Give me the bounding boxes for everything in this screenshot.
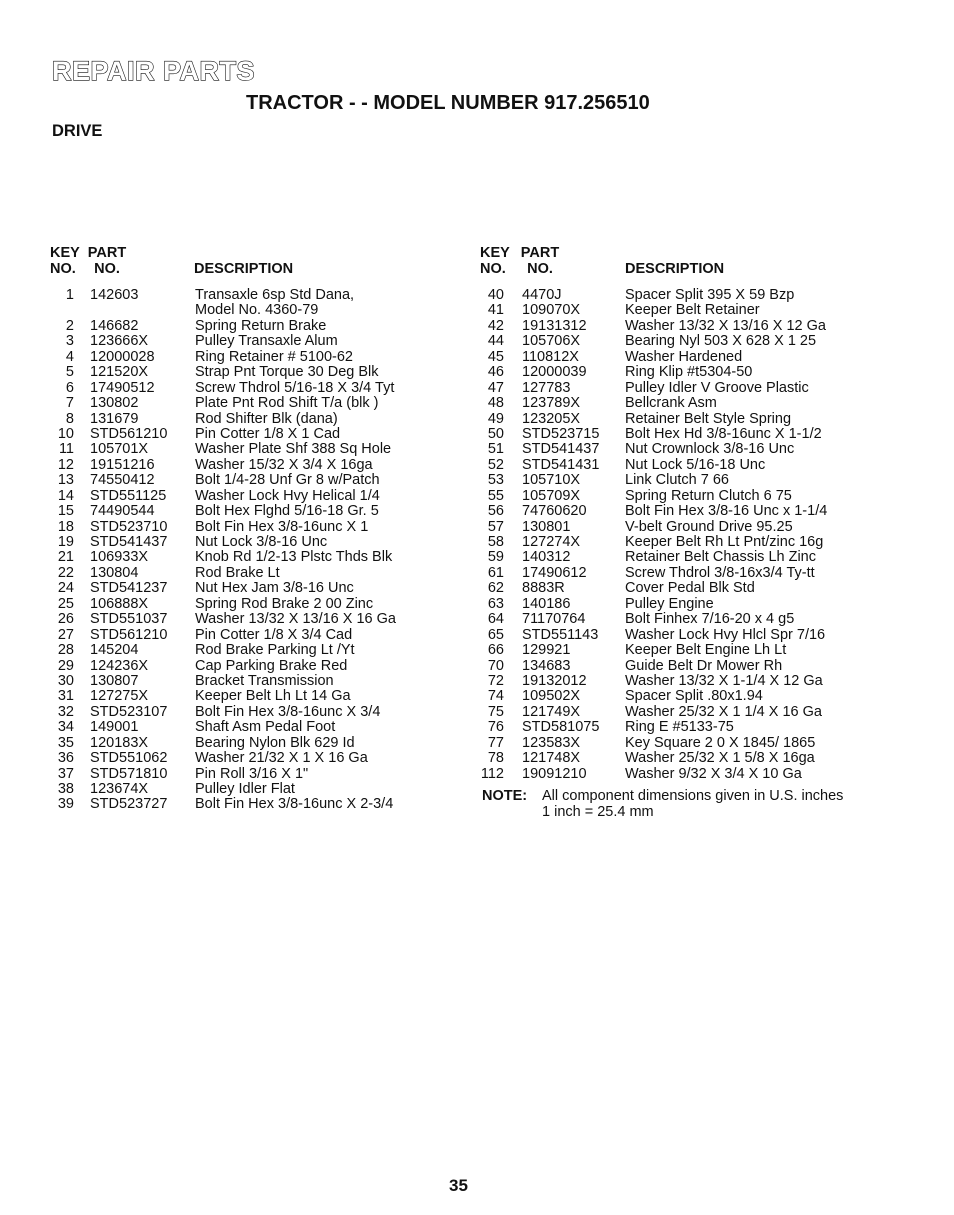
part-number: 12000028	[90, 348, 155, 365]
part-description: Washer Hardened	[625, 348, 743, 365]
key-number: 42	[487, 317, 504, 334]
part-number: STD571810	[90, 765, 168, 782]
part-number: 127274X	[522, 534, 581, 550]
part-number: 123666X	[90, 333, 149, 350]
key-number: 45	[487, 348, 504, 365]
part-number: 121749X	[522, 703, 581, 720]
part-number: STD541437	[90, 534, 168, 550]
key-header-line2: NO.	[480, 261, 506, 277]
part-number: 123789X	[522, 395, 581, 412]
key-number: 30	[57, 672, 74, 689]
part-description: Retainer Belt Style Spring	[625, 410, 792, 427]
parts-row	[480, 705, 900, 720]
key-number: 34	[57, 719, 74, 736]
key-number: 36	[57, 750, 74, 767]
key-number: 55	[487, 487, 504, 504]
key-number: 76	[487, 719, 504, 736]
part-description: Knob Rd 1/2-13 Plstc Thds Blk	[195, 549, 393, 566]
key-number: 2	[65, 317, 74, 334]
key-number: 6	[65, 379, 74, 396]
part-description: Pulley Transaxle Alum	[195, 333, 338, 350]
part-description: Rod Shifter Blk (dana)	[195, 410, 338, 427]
part-description: Pulley Engine	[625, 595, 714, 612]
part-description: Pin Cotter 1/8 X 3/4 Cad	[195, 626, 353, 643]
key-number: 52	[487, 456, 504, 473]
key-number: 32	[57, 703, 74, 720]
parts-row	[480, 365, 900, 380]
part-description: Bolt Fin Hex 3/8-16unc X 3/4	[195, 703, 381, 720]
parts-row	[50, 427, 470, 442]
key-number: 1	[65, 287, 74, 303]
parts-column-right	[480, 245, 900, 820]
part-description: Washer Plate Shf 388 Sq Hole	[195, 441, 392, 458]
parts-row	[50, 504, 470, 519]
part-number: 106933X	[90, 549, 149, 566]
part-number: 74490544	[90, 503, 155, 520]
part-number: 131679	[90, 410, 139, 427]
part-number: 17490512	[90, 379, 155, 396]
part-number: 145204	[90, 642, 139, 659]
part-number: 134683	[522, 657, 571, 674]
part-number: STD551062	[90, 750, 168, 767]
key-number: 72	[487, 672, 504, 689]
column-header	[50, 245, 470, 279]
part-header-line2: NO.	[527, 261, 553, 277]
key-number: 66	[487, 642, 504, 659]
parts-row	[480, 412, 900, 427]
part-number: 130807	[90, 672, 139, 689]
part-number: 123674X	[90, 781, 149, 797]
page-number: 35	[449, 1176, 468, 1195]
part-description: Key Square 2 0 X 1845/ 1865	[625, 734, 816, 751]
part-description: Washer Lock Hvy Hlcl Spr 7/16	[625, 626, 826, 643]
part-description: Screw Thdrol 3/8-16x3/4 Ty-tt	[625, 564, 815, 581]
parts-row	[50, 797, 470, 812]
key-number: 12	[57, 456, 74, 473]
part-description: Washer 21/32 X 1 X 16 Ga	[195, 750, 368, 767]
parts-row	[50, 612, 470, 627]
part-description: Ring E #5133-75	[625, 719, 734, 736]
part-description: V-belt Ground Drive 95.25	[625, 518, 793, 535]
parts-row	[50, 581, 470, 596]
part-description: Nut Hex Jam 3/8-16 Unc	[195, 580, 354, 597]
part-description: Bolt Fin Hex 3/8-16unc X 1	[195, 518, 369, 535]
part-description: Bracket Transmission	[195, 672, 334, 689]
part-description: Rod Brake Lt	[195, 564, 280, 581]
part-number: 106888X	[90, 595, 149, 612]
parts-row	[480, 736, 900, 751]
column-header	[480, 245, 900, 279]
parts-row	[50, 643, 470, 658]
part-header	[505, 245, 575, 277]
parts-row	[480, 520, 900, 535]
part-number: 146682	[90, 317, 139, 334]
key-header-line1: KEY	[50, 245, 80, 261]
part-number: 19091210	[522, 765, 587, 782]
part-number: 123583X	[522, 734, 581, 751]
key-number: 24	[57, 580, 74, 597]
key-header-line1: KEY	[480, 245, 510, 261]
part-number: 110812X	[522, 348, 579, 365]
part-description: Rod Brake Parking Lt /Yt	[195, 642, 355, 659]
part-description: Washer 15/32 X 3/4 X 16ga	[195, 456, 373, 473]
parts-row	[50, 319, 470, 334]
part-number: STD523727	[90, 796, 168, 813]
part-description: Pin Cotter 1/8 X 1 Cad	[195, 425, 341, 442]
parts-row	[480, 381, 900, 396]
part-description: Bolt Hex Flghd 5/16-18 Gr. 5	[195, 503, 379, 520]
part-description: Ring Klip #t5304-50	[625, 364, 753, 381]
part-number: 123205X	[522, 410, 581, 427]
part-number: 130804	[90, 564, 139, 581]
part-number: 127783	[522, 379, 571, 396]
part-number: STD541431	[522, 456, 600, 473]
part-header-line1: PART	[87, 245, 127, 261]
part-description: Link Clutch 7 66	[625, 472, 729, 489]
part-number: 105709X	[522, 487, 581, 504]
part-number: STD561210	[90, 626, 168, 643]
part-description: Screw Thdrol 5/16-18 X 3/4 Tyt	[195, 379, 395, 396]
key-number: 37	[57, 765, 74, 782]
key-number: 61	[487, 564, 504, 581]
key-number: 57	[487, 518, 504, 535]
parts-row	[480, 767, 900, 782]
part-description: Keeper Belt Rh Lt Pnt/zinc 16g	[625, 534, 824, 550]
parts-row	[480, 473, 900, 488]
parts-row	[480, 612, 900, 627]
key-number: 26	[57, 611, 74, 628]
page-title: REPAIR PARTS	[52, 56, 256, 86]
key-number: 10	[57, 425, 74, 442]
part-number: 105710X	[522, 472, 581, 489]
key-number: 112	[480, 765, 504, 782]
part-number: 109070X	[522, 302, 581, 319]
parts-row	[480, 303, 900, 318]
parts-row	[50, 628, 470, 643]
part-number: 121748X	[522, 750, 581, 767]
part-description: Strap Pnt Torque 30 Deg Blk	[195, 364, 379, 381]
part-header	[72, 245, 142, 277]
part-number: 129921	[522, 642, 571, 659]
part-number: 130802	[90, 395, 139, 412]
parts-row	[480, 350, 900, 365]
parts-row	[50, 334, 470, 349]
note-conversion: 1 inch = 25.4 mm	[542, 803, 654, 820]
key-number: 27	[57, 626, 74, 643]
key-number: 11	[58, 441, 74, 458]
key-number: 4	[65, 348, 74, 365]
part-description: Cover Pedal Blk Std	[625, 580, 755, 597]
parts-row	[50, 689, 470, 704]
key-number: 31	[57, 688, 74, 705]
part-description: Transaxle 6sp Std Dana,	[195, 287, 355, 303]
key-number: 51	[487, 441, 504, 458]
part-number: 17490612	[522, 564, 587, 581]
parts-row	[50, 659, 470, 674]
part-description: Spring Return Clutch 6 75	[625, 487, 792, 504]
part-number: 149001	[90, 719, 139, 736]
part-description: Pulley Idler Flat	[195, 781, 295, 797]
part-description: Washer 25/32 X 1 5/8 X 16ga	[625, 750, 815, 767]
part-number: STD541437	[522, 441, 600, 458]
parts-row	[480, 334, 900, 349]
part-description: Bolt Hex Hd 3/8-16unc X 1-1/2	[625, 425, 822, 442]
part-description: Washer Lock Hvy Helical 1/4	[195, 487, 380, 504]
key-number: 18	[57, 518, 74, 535]
part-description: Bolt 1/4-28 Unf Gr 8 w/Patch	[195, 472, 380, 489]
key-number: 5	[65, 364, 74, 381]
key-number: 29	[57, 657, 74, 674]
parts-row	[480, 597, 900, 612]
parts-row	[480, 504, 900, 519]
key-number: 46	[487, 364, 504, 381]
parts-row	[50, 350, 470, 365]
key-number: 64	[487, 611, 504, 628]
parts-row	[50, 489, 470, 504]
parts-row	[50, 705, 470, 720]
part-header-line2: NO.	[94, 261, 120, 277]
parts-row	[480, 643, 900, 658]
part-description: Plate Pnt Rod Shift T/a (blk )	[195, 395, 379, 412]
part-description: Spring Rod Brake 2 00 Zinc	[195, 595, 374, 612]
parts-row	[480, 566, 900, 581]
part-number: 74760620	[522, 503, 587, 520]
parts-row	[480, 458, 900, 473]
part-number: 71170764	[522, 611, 586, 628]
part-number: 19132012	[522, 672, 587, 689]
parts-row	[480, 288, 900, 303]
part-description: Bearing Nyl 503 X 628 X 1 25	[625, 333, 817, 350]
parts-row	[480, 659, 900, 674]
part-description: Bolt Fin Hex 3/8-16 Unc x 1-1/4	[625, 503, 828, 520]
part-number: STD551037	[90, 611, 168, 628]
note-text: All component dimensions given in U.S. inches	[542, 788, 844, 804]
key-number: 39	[57, 796, 74, 813]
parts-row	[480, 550, 900, 565]
part-number: 105706X	[522, 333, 581, 350]
parts-row	[480, 720, 900, 735]
key-number: 14	[57, 487, 74, 504]
part-description: Nut Lock 3/8-16 Unc	[195, 534, 328, 550]
description-header: DESCRIPTION	[194, 261, 294, 277]
key-number: 62	[487, 580, 504, 597]
key-number: 53	[487, 472, 504, 489]
key-number: 47	[487, 379, 504, 396]
parts-row	[480, 674, 900, 689]
part-number: STD581075	[522, 719, 600, 736]
part-number: 109502X	[522, 688, 581, 705]
part-number: 19151216	[90, 456, 155, 473]
part-description: Washer 25/32 X 1 1/4 X 16 Ga	[625, 703, 822, 720]
section-heading: DRIVE	[52, 122, 103, 140]
part-number: 121520X	[90, 364, 149, 381]
part-number: STD523710	[90, 518, 168, 535]
part-description: Bolt Finhex 7/16-20 x 4 g5	[625, 611, 795, 628]
part-description: Washer 13/32 X 1-1/4 X 12 Ga	[625, 672, 823, 689]
part-description: Guide Belt Dr Mower Rh	[625, 657, 783, 674]
parts-row	[50, 674, 470, 689]
key-header-line2: NO.	[50, 261, 76, 277]
key-number: 56	[487, 503, 504, 520]
part-description: Spacer Split .80x1.94	[625, 688, 763, 705]
key-number: 13	[57, 472, 74, 489]
key-number: 77	[487, 734, 504, 751]
part-number: STD541237	[90, 580, 168, 597]
part-description: Bearing Nylon Blk 629 Id	[195, 734, 355, 751]
parts-row	[50, 381, 470, 396]
part-number: 12000039	[522, 364, 587, 381]
parts-row	[50, 412, 470, 427]
parts-row	[50, 473, 470, 488]
part-description: Keeper Belt Retainer	[625, 302, 760, 319]
parts-row	[50, 736, 470, 751]
parts-row	[50, 597, 470, 612]
part-description: Shaft Asm Pedal Foot	[195, 719, 336, 736]
part-number: 74550412	[90, 472, 155, 489]
parts-row	[50, 458, 470, 473]
key-number: 50	[487, 425, 504, 442]
key-number: 19	[57, 534, 74, 550]
key-number: 28	[57, 642, 74, 659]
parts-row	[480, 442, 900, 457]
part-number: 127275X	[90, 688, 149, 705]
part-description: Nut Crownlock 3/8-16 Unc	[625, 441, 795, 458]
parts-row	[50, 767, 470, 782]
key-number: 44	[487, 333, 504, 350]
parts-row	[480, 319, 900, 334]
key-number: 63	[487, 595, 504, 612]
parts-row	[50, 288, 470, 303]
part-description: Bolt Fin Hex 3/8-16unc X 2-3/4	[195, 796, 394, 813]
part-description: Spacer Split 395 X 59 Bzp	[625, 287, 795, 303]
part-description: Pin Roll 3/16 X 1"	[195, 765, 309, 782]
part-number: 124236X	[90, 657, 149, 674]
key-number: 41	[487, 302, 504, 319]
key-number: 40	[487, 287, 504, 303]
key-number: 25	[57, 595, 74, 612]
parts-row	[480, 535, 900, 550]
part-number: 8883R	[522, 580, 565, 597]
part-number: 140312	[522, 549, 571, 566]
part-number: STD523715	[522, 425, 600, 442]
key-number: 58	[487, 534, 504, 550]
part-description: Washer 13/32 X 13/16 X 16 Ga	[195, 611, 396, 628]
key-number: 49	[487, 410, 504, 427]
part-description: Ring Retainer # 5100-62	[195, 348, 353, 365]
parts-list-left	[50, 288, 470, 813]
part-header-line1: PART	[520, 245, 560, 261]
key-number: 74	[487, 688, 504, 705]
part-description: Retainer Belt Chassis Lh Zinc	[625, 549, 816, 566]
parts-row	[480, 489, 900, 504]
part-number: 120183X	[90, 734, 149, 751]
description-header: DESCRIPTION	[625, 261, 725, 277]
part-description: Cap Parking Brake Red	[195, 657, 348, 674]
part-number: STD551125	[90, 487, 167, 504]
key-number: 35	[57, 734, 74, 751]
part-description: Pulley Idler V Groove Plastic	[625, 379, 809, 396]
part-number: 19131312	[522, 317, 587, 334]
key-number: 70	[487, 657, 504, 674]
part-number: STD523107	[90, 703, 168, 720]
parts-row	[480, 581, 900, 596]
key-number: 48	[487, 395, 504, 412]
parts-row	[50, 396, 470, 411]
parts-row	[50, 782, 470, 797]
part-number: STD551143	[522, 626, 599, 643]
parts-row	[480, 628, 900, 643]
model-subtitle: TRACTOR - - MODEL NUMBER 917.256510	[246, 92, 650, 114]
key-number: 65	[487, 626, 504, 643]
parts-row	[50, 365, 470, 380]
parts-column-left	[50, 245, 470, 813]
part-number: 4470J	[522, 287, 562, 303]
parts-row	[50, 566, 470, 581]
part-number: STD561210	[90, 425, 168, 442]
part-description: Keeper Belt Engine Lh Lt	[625, 642, 787, 659]
parts-row	[480, 427, 900, 442]
part-description: Keeper Belt Lh Lt 14 Ga	[195, 688, 351, 705]
part-description: Nut Lock 5/16-18 Unc	[625, 456, 766, 473]
key-number: 8	[65, 410, 74, 427]
key-number: 22	[57, 564, 74, 581]
parts-row	[50, 751, 470, 766]
note-label: NOTE:	[482, 788, 528, 804]
parts-row	[50, 720, 470, 735]
part-number: 105701X	[90, 441, 149, 458]
part-number: 140186	[522, 595, 571, 612]
key-number: 15	[57, 503, 74, 520]
key-number: 3	[65, 333, 74, 350]
parts-list-right	[480, 288, 900, 782]
parts-row	[50, 550, 470, 565]
key-number: 38	[57, 781, 74, 797]
part-description: Spring Return Brake	[195, 317, 327, 334]
part-description: Bellcrank Asm	[625, 395, 717, 412]
parts-row	[50, 520, 470, 535]
part-description: Washer 9/32 X 3/4 X 10 Ga	[625, 765, 802, 782]
part-number: 130801	[522, 518, 571, 535]
part-number: 142603	[90, 287, 139, 303]
key-number: 75	[487, 703, 504, 720]
key-number: 21	[57, 549, 74, 566]
parts-row	[50, 535, 470, 550]
parts-row	[480, 689, 900, 704]
parts-row	[480, 751, 900, 766]
key-number: 7	[65, 395, 74, 412]
parts-row-continuation	[50, 303, 470, 318]
key-number: 59	[487, 549, 504, 566]
key-number: 78	[487, 750, 504, 767]
part-description: Washer 13/32 X 13/16 X 12 Ga	[625, 317, 826, 334]
parts-row	[480, 396, 900, 411]
parts-row	[50, 442, 470, 457]
part-description-continued: Model No. 4360-79	[195, 302, 319, 319]
